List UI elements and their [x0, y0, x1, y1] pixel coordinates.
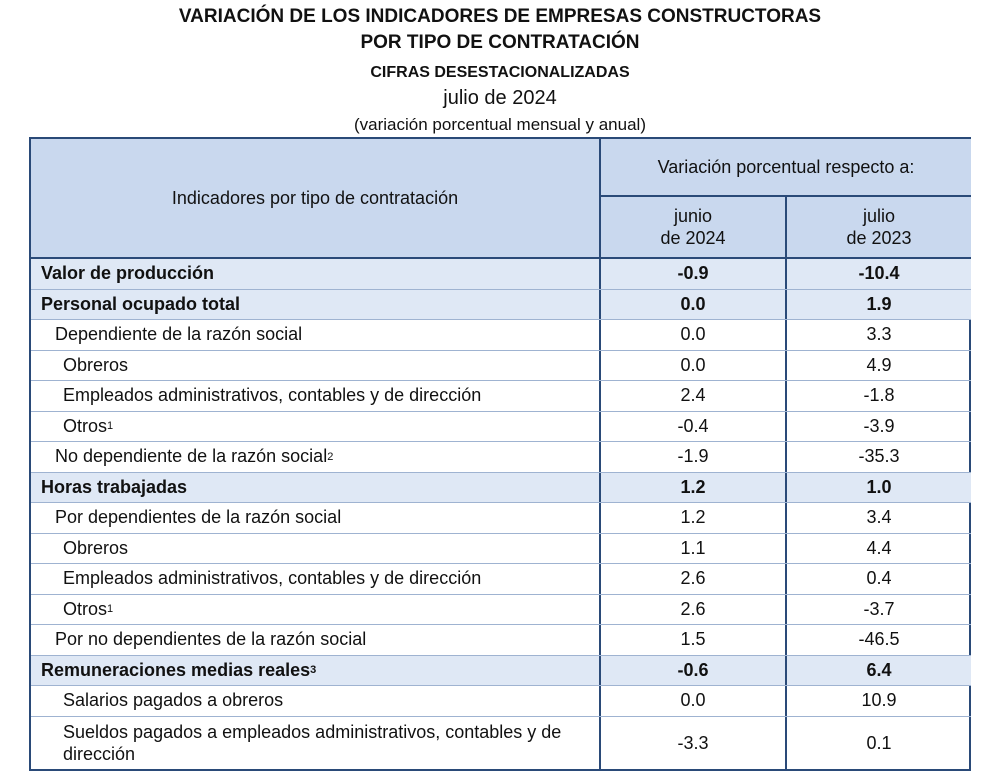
value-annual-change: 4.4: [785, 534, 971, 564]
table-row: [31, 503, 971, 534]
table-row: [31, 656, 971, 687]
value-annual-change: 3.3: [785, 320, 971, 350]
table-row: [31, 381, 971, 412]
row-label-text: Obreros: [63, 354, 129, 375]
table-row: [31, 351, 971, 382]
row-label-text: Remuneraciones medias reales: [41, 659, 311, 680]
indicators-table: [29, 137, 971, 771]
row-label-text: Por dependientes de la razón social: [55, 507, 342, 528]
value-monthly-change: -0.4: [599, 412, 785, 442]
value-monthly-change: 0.0: [599, 686, 785, 716]
value-annual-change: 1.0: [785, 473, 971, 503]
value-annual-change: 10.9: [785, 686, 971, 716]
table-row: [31, 686, 971, 717]
value-monthly-change: 0.0: [599, 351, 785, 381]
row-label: [31, 351, 623, 381]
column-header-july-2023-line2: de 2023: [846, 228, 912, 248]
value-monthly-change: 2.6: [599, 595, 785, 625]
row-label: [31, 473, 601, 503]
row-label-text: Empleados administrativos, contables y de dirección: [63, 568, 482, 589]
table-row: [31, 259, 971, 290]
row-label: [31, 686, 623, 716]
value-monthly-change: 1.5: [599, 625, 785, 655]
table-row: [31, 595, 971, 626]
row-label-text: Horas trabajadas: [41, 476, 188, 497]
row-label: Remuneraciones medias reales 3: [41, 659, 317, 680]
row-label-text: Valor de producción: [41, 263, 215, 284]
row-label-text: Personal ocupado total: [41, 293, 241, 314]
value-annual-change: 6.4: [785, 656, 971, 686]
row-label: [31, 259, 601, 289]
value-annual-change: -1.8: [785, 381, 971, 411]
column-group-header: [599, 139, 971, 197]
row-label: Otros 1: [63, 415, 114, 436]
row-label-text: Sueldos pagados a empleados administrativos, contables y de dirección: [63, 722, 562, 764]
row-label: [31, 503, 615, 533]
value-monthly-change: 2.4: [599, 381, 785, 411]
column-group-header-text: Variación porcentual respecto a:: [657, 156, 915, 177]
value-annual-change: -3.7: [785, 595, 971, 625]
column-header-indicators-text: Indicadores por tipo de contratación: [171, 187, 459, 208]
column-header-june-2024-line1: junio: [673, 206, 713, 226]
row-label: [31, 534, 623, 564]
value-annual-change: -35.3: [785, 442, 971, 472]
value-monthly-change: -1.9: [599, 442, 785, 472]
value-monthly-change: 0.0: [599, 320, 785, 350]
column-header-june-2024-line2: de 2024: [660, 228, 726, 248]
row-label: [31, 381, 623, 411]
value-annual-change: 4.9: [785, 351, 971, 381]
value-annual-change: -46.5: [785, 625, 971, 655]
table-row: [31, 534, 971, 565]
value-annual-change: 1.9: [785, 290, 971, 320]
row-label: [31, 625, 615, 655]
row-label-text: No dependiente de la razón social: [55, 446, 328, 467]
row-label-text: Obreros: [63, 537, 129, 558]
value-annual-change: -3.9: [785, 412, 971, 442]
value-annual-change: 3.4: [785, 503, 971, 533]
value-monthly-change: -0.6: [599, 656, 785, 686]
table-body: [31, 259, 971, 770]
value-annual-change: -10.4: [785, 259, 971, 289]
value-monthly-change: 0.0: [599, 290, 785, 320]
row-label-text: Por no dependientes de la razón social: [55, 629, 367, 650]
table-row: [31, 717, 971, 770]
table-row: [31, 442, 971, 473]
value-monthly-change: -3.3: [599, 717, 785, 770]
column-header-july-2023: [785, 197, 971, 257]
table-row: [31, 320, 971, 351]
value-monthly-change: 2.6: [599, 564, 785, 594]
row-label-text: Dependiente de la razón social: [55, 324, 303, 345]
table-row: [31, 290, 971, 321]
row-label-text: Otros: [63, 598, 108, 619]
column-header-june-2024: [599, 197, 785, 257]
value-annual-change: 0.1: [785, 717, 971, 770]
title-line-2: POR TIPO DE CONTRATACIÓN: [360, 32, 640, 53]
column-header-july-2023-line1: julio: [862, 206, 896, 226]
row-label: Otros 1: [63, 598, 114, 619]
row-label: [31, 320, 615, 350]
row-label: [31, 564, 623, 594]
row-label-text: Otros: [63, 415, 108, 436]
period: julio de 2024: [443, 87, 557, 109]
row-label-text: Empleados administrativos, contables y de dirección: [63, 385, 482, 406]
table-row: [31, 564, 971, 595]
value-monthly-change: 1.2: [599, 503, 785, 533]
row-label: [31, 290, 601, 320]
units-note: (variación porcentual mensual y anual): [354, 115, 646, 134]
table-row: [31, 412, 971, 443]
value-monthly-change: 1.1: [599, 534, 785, 564]
value-monthly-change: 1.2: [599, 473, 785, 503]
row-label: [31, 717, 623, 770]
value-monthly-change: -0.9: [599, 259, 785, 289]
table-row: [31, 473, 971, 504]
value-annual-change: 0.4: [785, 564, 971, 594]
table-row: [31, 625, 971, 656]
subtitle: CIFRAS DESESTACIONALIZADAS: [370, 64, 630, 81]
row-label-text: Salarios pagados a obreros: [63, 690, 284, 711]
row-label: No dependiente de la razón social 2: [55, 446, 334, 467]
title-line-1: VARIACIÓN DE LOS INDICADORES DE EMPRESAS CONSTRUCTORAS: [178, 6, 822, 27]
column-header-indicators: [31, 139, 599, 257]
